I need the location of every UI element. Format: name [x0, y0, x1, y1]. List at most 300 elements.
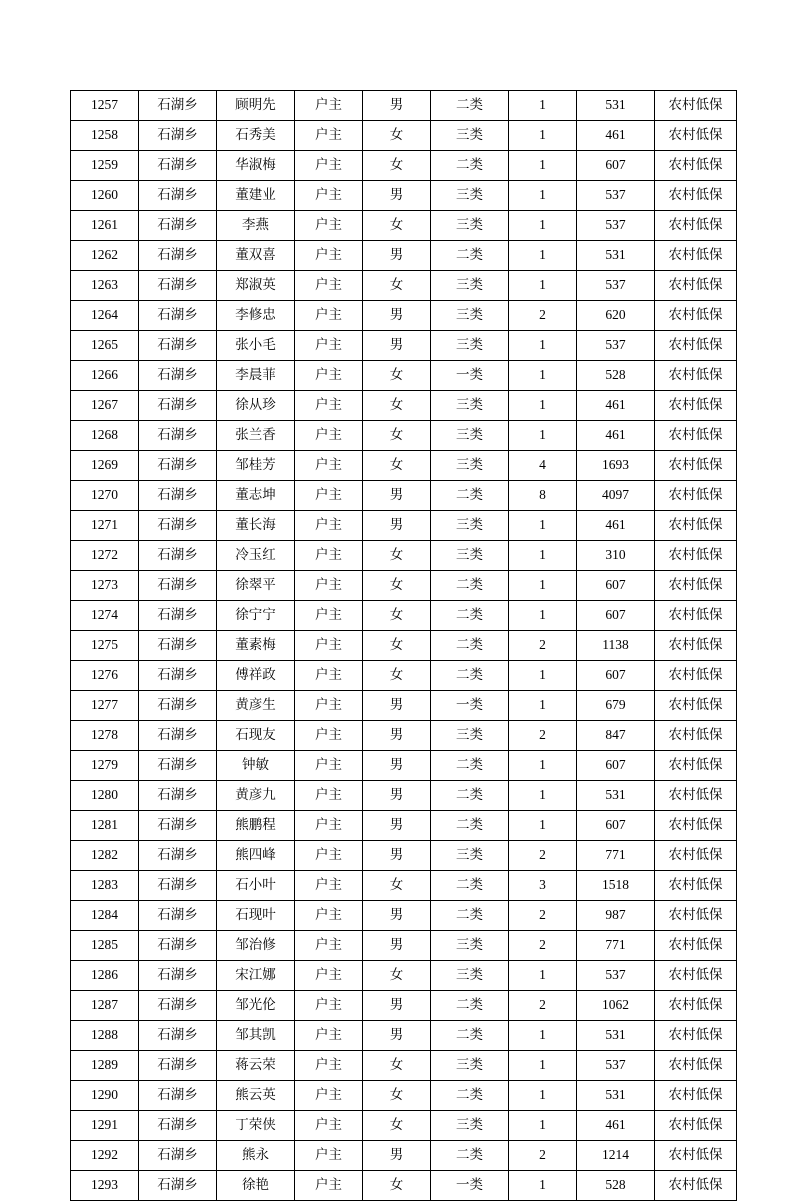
cell-sequence: 1283 — [71, 871, 139, 901]
cell-type: 农村低保 — [655, 331, 737, 361]
cell-type: 农村低保 — [655, 151, 737, 181]
cell-sequence: 1270 — [71, 481, 139, 511]
cell-relation: 户主 — [295, 631, 363, 661]
table-row — [71, 1141, 737, 1171]
cell-sequence: 1275 — [71, 631, 139, 661]
cell-name: 熊四峰 — [217, 841, 295, 871]
cell-relation: 户主 — [295, 421, 363, 451]
cell-category: 三类 — [431, 1051, 509, 1081]
cell-count: 1 — [509, 91, 577, 121]
cell-town: 石湖乡 — [139, 331, 217, 361]
table-body — [71, 91, 737, 1201]
cell-amount: 1693 — [577, 451, 655, 481]
cell-amount: 987 — [577, 901, 655, 931]
cell-amount: 461 — [577, 391, 655, 421]
cell-amount: 607 — [577, 601, 655, 631]
cell-name: 钟敏 — [217, 751, 295, 781]
cell-type: 农村低保 — [655, 361, 737, 391]
table-row — [71, 541, 737, 571]
cell-sequence: 1267 — [71, 391, 139, 421]
cell-name: 徐从珍 — [217, 391, 295, 421]
table-row — [71, 601, 737, 631]
cell-town: 石湖乡 — [139, 181, 217, 211]
cell-sex: 男 — [363, 901, 431, 931]
cell-relation: 户主 — [295, 91, 363, 121]
table-row — [71, 391, 737, 421]
table-row — [71, 421, 737, 451]
cell-count: 2 — [509, 721, 577, 751]
cell-town: 石湖乡 — [139, 901, 217, 931]
cell-type: 农村低保 — [655, 121, 737, 151]
table-row — [71, 871, 737, 901]
cell-sequence: 1274 — [71, 601, 139, 631]
cell-relation: 户主 — [295, 481, 363, 511]
cell-sequence: 1265 — [71, 331, 139, 361]
cell-count: 3 — [509, 871, 577, 901]
cell-name: 徐宁宁 — [217, 601, 295, 631]
cell-name: 李晨菲 — [217, 361, 295, 391]
table-row — [71, 1021, 737, 1051]
cell-category: 三类 — [431, 451, 509, 481]
table-row — [71, 751, 737, 781]
cell-count: 1 — [509, 151, 577, 181]
cell-relation: 户主 — [295, 961, 363, 991]
cell-amount: 537 — [577, 1051, 655, 1081]
table-row — [71, 781, 737, 811]
table-row — [71, 901, 737, 931]
cell-amount: 607 — [577, 751, 655, 781]
cell-town: 石湖乡 — [139, 541, 217, 571]
cell-amount: 531 — [577, 91, 655, 121]
cell-count: 1 — [509, 121, 577, 151]
cell-sex: 男 — [363, 781, 431, 811]
cell-count: 2 — [509, 931, 577, 961]
cell-relation: 户主 — [295, 991, 363, 1021]
cell-category: 三类 — [431, 391, 509, 421]
cell-type: 农村低保 — [655, 511, 737, 541]
cell-sex: 女 — [363, 421, 431, 451]
cell-category: 二类 — [431, 241, 509, 271]
cell-relation: 户主 — [295, 781, 363, 811]
cell-count: 1 — [509, 541, 577, 571]
cell-relation: 户主 — [295, 541, 363, 571]
table-row — [71, 451, 737, 481]
cell-sex: 女 — [363, 1111, 431, 1141]
cell-sex: 男 — [363, 331, 431, 361]
cell-name: 董长海 — [217, 511, 295, 541]
cell-town: 石湖乡 — [139, 691, 217, 721]
cell-category: 三类 — [431, 931, 509, 961]
table-row — [71, 331, 737, 361]
cell-type: 农村低保 — [655, 901, 737, 931]
cell-count: 1 — [509, 391, 577, 421]
table-row — [71, 181, 737, 211]
cell-town: 石湖乡 — [139, 841, 217, 871]
cell-name: 邹桂芳 — [217, 451, 295, 481]
cell-amount: 1138 — [577, 631, 655, 661]
cell-town: 石湖乡 — [139, 271, 217, 301]
cell-name: 熊永 — [217, 1141, 295, 1171]
table-row — [71, 481, 737, 511]
table-row — [71, 511, 737, 541]
cell-name: 邹其凯 — [217, 1021, 295, 1051]
cell-relation: 户主 — [295, 211, 363, 241]
cell-category: 三类 — [431, 121, 509, 151]
cell-type: 农村低保 — [655, 691, 737, 721]
cell-sex: 女 — [363, 451, 431, 481]
cell-sex: 男 — [363, 721, 431, 751]
cell-count: 1 — [509, 571, 577, 601]
table-row — [71, 91, 737, 121]
cell-amount: 537 — [577, 271, 655, 301]
cell-sex: 男 — [363, 481, 431, 511]
cell-relation: 户主 — [295, 1081, 363, 1111]
cell-name: 郑淑英 — [217, 271, 295, 301]
cell-name: 黄彦九 — [217, 781, 295, 811]
cell-type: 农村低保 — [655, 871, 737, 901]
cell-name: 石现友 — [217, 721, 295, 751]
cell-type: 农村低保 — [655, 631, 737, 661]
cell-sex: 女 — [363, 1171, 431, 1201]
table-row — [71, 1111, 737, 1141]
cell-type: 农村低保 — [655, 1021, 737, 1051]
cell-sequence: 1292 — [71, 1141, 139, 1171]
table-row — [71, 571, 737, 601]
cell-amount: 310 — [577, 541, 655, 571]
table-row — [71, 301, 737, 331]
cell-town: 石湖乡 — [139, 421, 217, 451]
table-row — [71, 211, 737, 241]
cell-category: 二类 — [431, 631, 509, 661]
table-row — [71, 631, 737, 661]
cell-amount: 4097 — [577, 481, 655, 511]
table-row — [71, 241, 737, 271]
cell-count: 2 — [509, 631, 577, 661]
cell-category: 三类 — [431, 721, 509, 751]
cell-town: 石湖乡 — [139, 601, 217, 631]
cell-type: 农村低保 — [655, 181, 737, 211]
cell-town: 石湖乡 — [139, 1081, 217, 1111]
cell-category: 一类 — [431, 1171, 509, 1201]
table-row — [71, 1171, 737, 1201]
cell-relation: 户主 — [295, 571, 363, 601]
table-row — [71, 151, 737, 181]
cell-town: 石湖乡 — [139, 991, 217, 1021]
cell-town: 石湖乡 — [139, 301, 217, 331]
cell-sequence: 1263 — [71, 271, 139, 301]
cell-relation: 户主 — [295, 511, 363, 541]
cell-amount: 461 — [577, 121, 655, 151]
cell-category: 二类 — [431, 751, 509, 781]
cell-town: 石湖乡 — [139, 571, 217, 601]
cell-relation: 户主 — [295, 271, 363, 301]
cell-town: 石湖乡 — [139, 631, 217, 661]
cell-town: 石湖乡 — [139, 1021, 217, 1051]
cell-type: 农村低保 — [655, 751, 737, 781]
cell-sex: 男 — [363, 931, 431, 961]
cell-count: 1 — [509, 1171, 577, 1201]
cell-sex: 男 — [363, 751, 431, 781]
cell-type: 农村低保 — [655, 991, 737, 1021]
cell-count: 1 — [509, 601, 577, 631]
cell-count: 1 — [509, 781, 577, 811]
cell-type: 农村低保 — [655, 91, 737, 121]
cell-relation: 户主 — [295, 811, 363, 841]
cell-type: 农村低保 — [655, 841, 737, 871]
cell-count: 1 — [509, 421, 577, 451]
cell-name: 蒋云荣 — [217, 1051, 295, 1081]
cell-count: 2 — [509, 901, 577, 931]
cell-sequence: 1278 — [71, 721, 139, 751]
cell-name: 李燕 — [217, 211, 295, 241]
cell-count: 1 — [509, 1021, 577, 1051]
cell-sex: 女 — [363, 961, 431, 991]
cell-town: 石湖乡 — [139, 1051, 217, 1081]
cell-category: 三类 — [431, 331, 509, 361]
cell-town: 石湖乡 — [139, 241, 217, 271]
table-row — [71, 811, 737, 841]
cell-relation: 户主 — [295, 931, 363, 961]
cell-sequence: 1262 — [71, 241, 139, 271]
cell-sequence: 1257 — [71, 91, 139, 121]
cell-type: 农村低保 — [655, 661, 737, 691]
table-row — [71, 121, 737, 151]
cell-type: 农村低保 — [655, 601, 737, 631]
cell-relation: 户主 — [295, 451, 363, 481]
cell-sequence: 1279 — [71, 751, 139, 781]
cell-town: 石湖乡 — [139, 211, 217, 241]
cell-name: 邹治修 — [217, 931, 295, 961]
cell-type: 农村低保 — [655, 211, 737, 241]
cell-name: 丁荣侠 — [217, 1111, 295, 1141]
cell-sequence: 1281 — [71, 811, 139, 841]
cell-amount: 771 — [577, 841, 655, 871]
table-row — [71, 961, 737, 991]
cell-relation: 户主 — [295, 871, 363, 901]
cell-relation: 户主 — [295, 1021, 363, 1051]
cell-town: 石湖乡 — [139, 1141, 217, 1171]
table-row — [71, 1051, 737, 1081]
table-row — [71, 991, 737, 1021]
cell-amount: 1214 — [577, 1141, 655, 1171]
cell-category: 二类 — [431, 91, 509, 121]
cell-town: 石湖乡 — [139, 961, 217, 991]
cell-type: 农村低保 — [655, 811, 737, 841]
cell-name: 徐艳 — [217, 1171, 295, 1201]
cell-sex: 男 — [363, 1141, 431, 1171]
cell-sex: 女 — [363, 151, 431, 181]
cell-amount: 607 — [577, 661, 655, 691]
table-row — [71, 841, 737, 871]
cell-sex: 女 — [363, 391, 431, 421]
cell-name: 石现叶 — [217, 901, 295, 931]
cell-category: 三类 — [431, 1111, 509, 1141]
cell-category: 三类 — [431, 511, 509, 541]
cell-count: 1 — [509, 661, 577, 691]
cell-category: 二类 — [431, 661, 509, 691]
cell-type: 农村低保 — [655, 1051, 737, 1081]
cell-town: 石湖乡 — [139, 661, 217, 691]
table-row — [71, 661, 737, 691]
cell-relation: 户主 — [295, 301, 363, 331]
cell-amount: 620 — [577, 301, 655, 331]
cell-relation: 户主 — [295, 721, 363, 751]
cell-sequence: 1291 — [71, 1111, 139, 1141]
cell-count: 1 — [509, 331, 577, 361]
cell-category: 二类 — [431, 1081, 509, 1111]
cell-sequence: 1284 — [71, 901, 139, 931]
cell-relation: 户主 — [295, 661, 363, 691]
cell-name: 张兰香 — [217, 421, 295, 451]
cell-sex: 男 — [363, 241, 431, 271]
cell-sex: 男 — [363, 301, 431, 331]
cell-relation: 户主 — [295, 1051, 363, 1081]
cell-town: 石湖乡 — [139, 871, 217, 901]
cell-relation: 户主 — [295, 1171, 363, 1201]
cell-type: 农村低保 — [655, 391, 737, 421]
cell-name: 宋江娜 — [217, 961, 295, 991]
cell-sex: 女 — [363, 121, 431, 151]
cell-category: 三类 — [431, 271, 509, 301]
cell-town: 石湖乡 — [139, 1171, 217, 1201]
cell-town: 石湖乡 — [139, 391, 217, 421]
cell-amount: 1518 — [577, 871, 655, 901]
cell-name: 冷玉红 — [217, 541, 295, 571]
cell-sex: 男 — [363, 511, 431, 541]
cell-sequence: 1266 — [71, 361, 139, 391]
cell-sequence: 1271 — [71, 511, 139, 541]
cell-sex: 女 — [363, 571, 431, 601]
cell-town: 石湖乡 — [139, 481, 217, 511]
cell-type: 农村低保 — [655, 571, 737, 601]
cell-sequence: 1259 — [71, 151, 139, 181]
cell-sex: 男 — [363, 181, 431, 211]
cell-type: 农村低保 — [655, 481, 737, 511]
cell-amount: 531 — [577, 1081, 655, 1111]
cell-type: 农村低保 — [655, 301, 737, 331]
cell-count: 1 — [509, 211, 577, 241]
cell-amount: 771 — [577, 931, 655, 961]
cell-sequence: 1277 — [71, 691, 139, 721]
cell-town: 石湖乡 — [139, 811, 217, 841]
cell-category: 二类 — [431, 1021, 509, 1051]
cell-sequence: 1268 — [71, 421, 139, 451]
cell-relation: 户主 — [295, 391, 363, 421]
cell-name: 张小毛 — [217, 331, 295, 361]
cell-sequence: 1272 — [71, 541, 139, 571]
cell-sequence: 1293 — [71, 1171, 139, 1201]
cell-count: 2 — [509, 301, 577, 331]
cell-name: 顾明先 — [217, 91, 295, 121]
cell-count: 1 — [509, 241, 577, 271]
cell-category: 三类 — [431, 841, 509, 871]
cell-amount: 847 — [577, 721, 655, 751]
table-row — [71, 931, 737, 961]
cell-name: 傅祥政 — [217, 661, 295, 691]
cell-amount: 607 — [577, 151, 655, 181]
cell-amount: 528 — [577, 1171, 655, 1201]
cell-sex: 女 — [363, 631, 431, 661]
cell-count: 1 — [509, 271, 577, 301]
cell-category: 三类 — [431, 211, 509, 241]
cell-relation: 户主 — [295, 241, 363, 271]
cell-category: 三类 — [431, 961, 509, 991]
cell-town: 石湖乡 — [139, 931, 217, 961]
cell-amount: 537 — [577, 331, 655, 361]
cell-type: 农村低保 — [655, 931, 737, 961]
cell-sex: 女 — [363, 1051, 431, 1081]
cell-type: 农村低保 — [655, 1141, 737, 1171]
cell-town: 石湖乡 — [139, 781, 217, 811]
cell-town: 石湖乡 — [139, 511, 217, 541]
cell-type: 农村低保 — [655, 451, 737, 481]
cell-name: 董双喜 — [217, 241, 295, 271]
cell-name: 熊云英 — [217, 1081, 295, 1111]
cell-relation: 户主 — [295, 691, 363, 721]
cell-count: 1 — [509, 691, 577, 721]
cell-name: 黄彦生 — [217, 691, 295, 721]
cell-town: 石湖乡 — [139, 91, 217, 121]
cell-count: 1 — [509, 181, 577, 211]
cell-count: 2 — [509, 991, 577, 1021]
cell-sequence: 1280 — [71, 781, 139, 811]
cell-sequence: 1286 — [71, 961, 139, 991]
cell-type: 农村低保 — [655, 241, 737, 271]
cell-sequence: 1264 — [71, 301, 139, 331]
cell-category: 二类 — [431, 781, 509, 811]
cell-amount: 537 — [577, 211, 655, 241]
cell-amount: 461 — [577, 511, 655, 541]
cell-relation: 户主 — [295, 601, 363, 631]
cell-name: 邹光伦 — [217, 991, 295, 1021]
cell-relation: 户主 — [295, 1141, 363, 1171]
cell-category: 二类 — [431, 991, 509, 1021]
cell-town: 石湖乡 — [139, 721, 217, 751]
cell-relation: 户主 — [295, 331, 363, 361]
cell-sex: 女 — [363, 271, 431, 301]
cell-count: 1 — [509, 961, 577, 991]
cell-type: 农村低保 — [655, 541, 737, 571]
cell-sex: 男 — [363, 91, 431, 121]
cell-sequence: 1273 — [71, 571, 139, 601]
cell-type: 农村低保 — [655, 961, 737, 991]
cell-sex: 女 — [363, 361, 431, 391]
cell-category: 一类 — [431, 361, 509, 391]
cell-category: 一类 — [431, 691, 509, 721]
cell-category: 二类 — [431, 901, 509, 931]
cell-sex: 女 — [363, 871, 431, 901]
cell-name: 石小叶 — [217, 871, 295, 901]
cell-town: 石湖乡 — [139, 361, 217, 391]
cell-sequence: 1260 — [71, 181, 139, 211]
cell-amount: 537 — [577, 181, 655, 211]
cell-count: 1 — [509, 511, 577, 541]
cell-amount: 461 — [577, 421, 655, 451]
cell-amount: 531 — [577, 781, 655, 811]
cell-relation: 户主 — [295, 901, 363, 931]
beneficiary-roster-table — [70, 90, 737, 1201]
cell-name: 徐翠平 — [217, 571, 295, 601]
cell-category: 二类 — [431, 151, 509, 181]
cell-sex: 男 — [363, 691, 431, 721]
cell-name: 董志坤 — [217, 481, 295, 511]
cell-relation: 户主 — [295, 841, 363, 871]
cell-sequence: 1258 — [71, 121, 139, 151]
cell-category: 三类 — [431, 301, 509, 331]
cell-count: 2 — [509, 1141, 577, 1171]
cell-count: 1 — [509, 1111, 577, 1141]
cell-count: 2 — [509, 841, 577, 871]
